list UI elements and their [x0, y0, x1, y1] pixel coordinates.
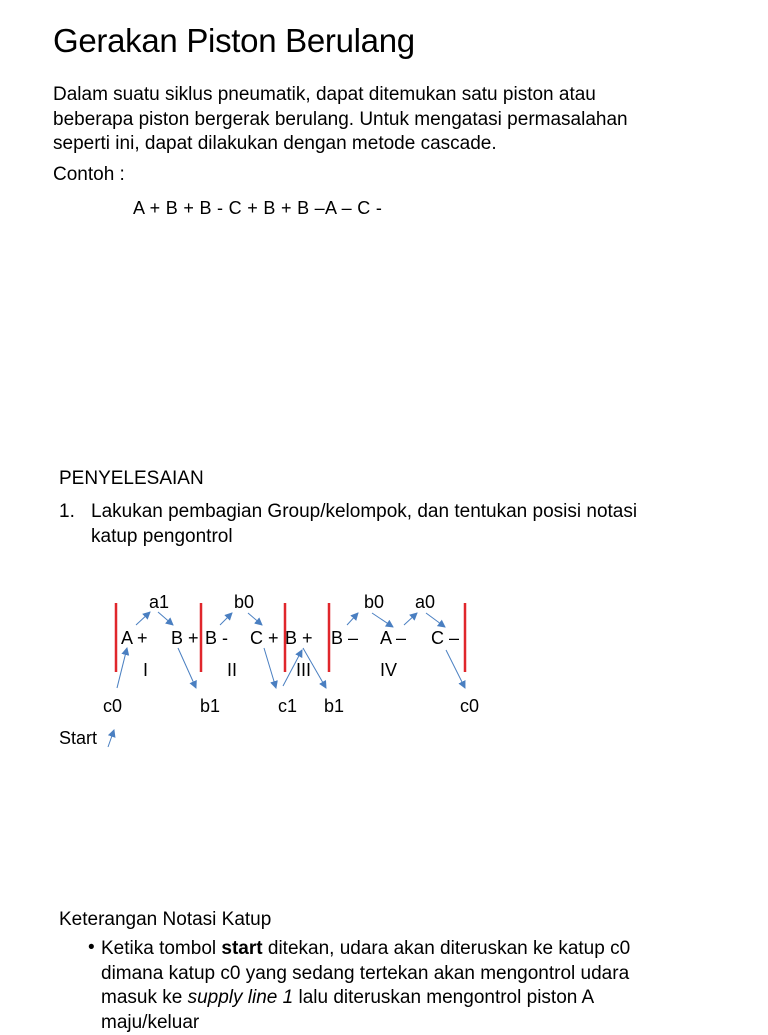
top-label-b0: b0: [364, 592, 384, 612]
step-1-text: [91, 500, 637, 549]
supply-line-italic: supply line 1: [188, 987, 294, 1008]
arrow-a1-to-b-plus: [158, 612, 173, 625]
arrow-c-plus-to-c1: [264, 648, 276, 688]
motion-b-minus: B –: [331, 628, 358, 648]
arrow-b-minus-to-b0: [220, 613, 232, 625]
group-label: III: [296, 660, 311, 680]
arrow-c0-to-a-plus: [117, 648, 127, 688]
bottom-label-c0: c0: [103, 696, 122, 716]
arrow-b-plus-to-b1: [178, 648, 196, 688]
start-label: Start: [59, 728, 97, 748]
motion-a-minus: A –: [380, 628, 406, 648]
arrow-start-to-c0: [108, 730, 114, 747]
example-label: Contoh :: [53, 164, 125, 186]
bottom-label-c0: c0: [460, 696, 479, 716]
bullet-line-3: masuk ke supply line 1 lalu diteruskan mengontrol piston A: [101, 986, 630, 1011]
bottom-label-b1: b1: [324, 696, 344, 716]
bullet-line-2: dimana katup c0 yang sedang tertekan akan mengontrol udara: [101, 962, 630, 987]
motion-a-plus: A +: [121, 628, 148, 648]
bullet-line-4: maju/keluar: [101, 1011, 630, 1035]
arrow-a-minus-to-a0: [404, 613, 417, 625]
bottom-label-c1: c1: [278, 696, 297, 716]
arrow-c-minus-to-c0: [446, 650, 465, 688]
intro-paragraph: [53, 83, 743, 157]
bullet-icon: •: [88, 937, 95, 959]
motion-c-plus: C +: [250, 628, 279, 648]
intro-line-2: beberapa piston bergerak berulang. Untuk mengatasi permasalahan: [53, 108, 743, 133]
page-title: Gerakan Piston Berulang: [53, 22, 415, 60]
arrow-b0-to-c-plus: [248, 613, 262, 625]
group-label: II: [227, 660, 237, 680]
notes-bullet-text: [101, 937, 630, 1035]
step-1-line-1: Lakukan pembagian Group/kelompok, dan tentukan posisi notasi: [91, 500, 637, 525]
step-number: 1.: [59, 500, 75, 525]
top-label-a1: a1: [149, 592, 169, 612]
intro-line-3: seperti ini, dapat dilakukan dengan metode cascade.: [53, 132, 743, 157]
example-sequence: A + B + B - C + B + B –A – C -: [133, 198, 382, 219]
top-label-a0: a0: [415, 592, 435, 612]
notes-heading: Keterangan Notasi Katup: [59, 909, 271, 931]
arrow-a-plus-to-a1: [136, 612, 150, 625]
arrow-b-minus-to-b0: [347, 613, 358, 625]
arrow-b0-to-a-minus: [372, 613, 393, 627]
motion-c-minus: C –: [431, 628, 459, 648]
bullet-line-1: Ketika tombol start ditekan, udara akan diteruskan ke katup c0: [101, 937, 630, 962]
group-label: IV: [380, 660, 397, 680]
motion-b-plus: B +: [171, 628, 199, 648]
arrow-a0-to-c-minus: [426, 613, 445, 627]
motion-b-plus: B +: [285, 628, 313, 648]
start-bold: start: [221, 938, 262, 959]
group-label: I: [143, 660, 148, 680]
bottom-label-b1: b1: [200, 696, 220, 716]
top-label-b0: b0: [234, 592, 254, 612]
intro-line-1: Dalam suatu siklus pneumatik, dapat ditemukan satu piston atau: [53, 83, 743, 108]
solution-heading: PENYELESAIAN: [59, 468, 204, 490]
cascade-diagram: [0, 580, 520, 755]
step-1-line-2: katup pengontrol: [91, 525, 637, 550]
motion-b-minus: B -: [205, 628, 228, 648]
